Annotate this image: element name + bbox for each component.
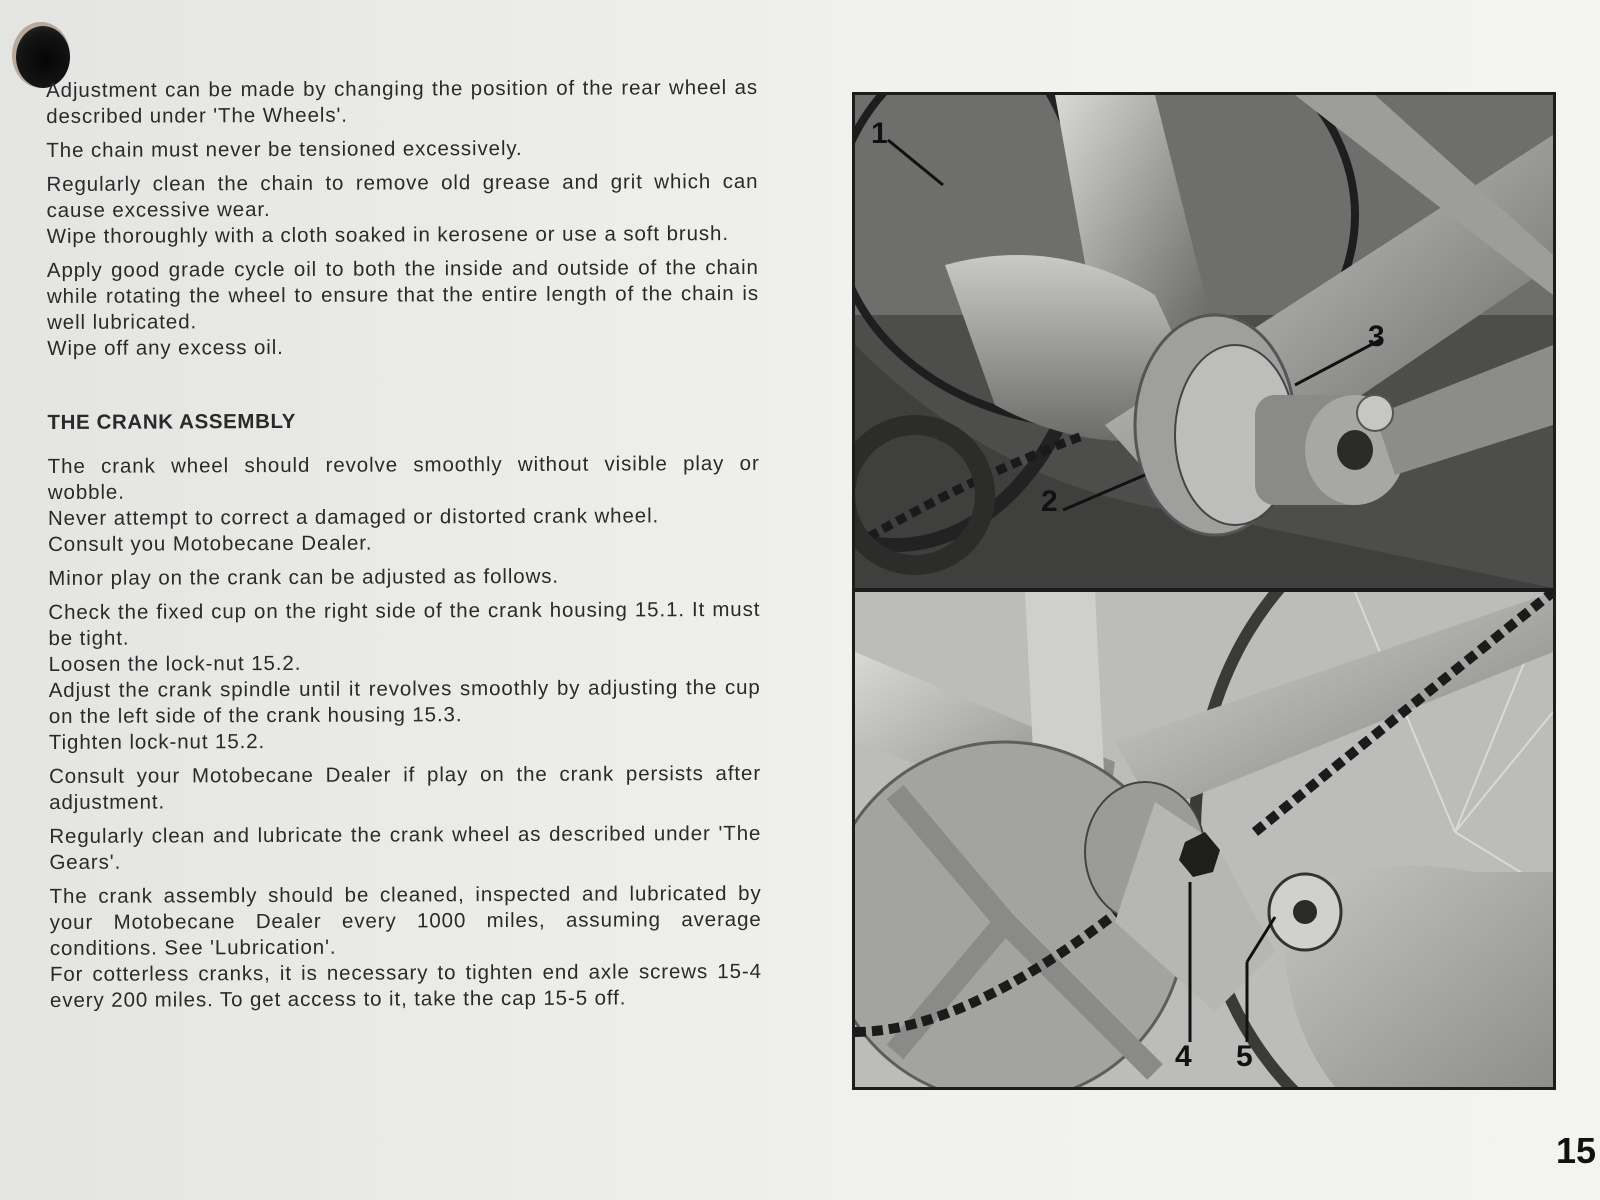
paragraph-play-persists: Consult your Motobecane Dealer if play on the crank persists after adjustment.	[48, 761, 762, 814]
paragraph-clean-crank-wheel: Regularly clean and lubricate the crank wheel as described under 'The Gears'.	[49, 821, 762, 874]
paragraph-never-correct: Never attempt to correct a damaged or distorted crank wheel.	[47, 504, 660, 530]
photo-cotterless-crank	[855, 592, 1553, 1087]
callout-5: 5	[1236, 1040, 1253, 1073]
paragraph-wheel-adjustment: Adjustment can be made by changing the position of the rear wheel as described under 'The Wheels'.	[46, 75, 759, 128]
paragraph-cotterless-cranks: For cotterless cranks, it is necessary to tighten end axle screws 15-4 every 200 miles. To get access to it, take the cap 15-5 off.	[49, 959, 762, 1012]
manual-text-column	[46, 75, 762, 1014]
paragraph-minor-play: Minor play on the crank can be adjusted as follows.	[48, 564, 560, 590]
section-heading: THE CRANK ASSEMBLY	[47, 409, 297, 434]
paragraph-wipe-excess: Wipe off any excess oil.	[47, 335, 284, 360]
crank-assembly-figure	[852, 92, 1556, 1090]
paragraph-wipe-chain: Wipe thoroughly with a cloth soaked in kerosene or use a soft brush.	[46, 222, 729, 248]
paragraph-chain-tension: The chain must never be tensioned excessively.	[46, 136, 523, 162]
callout-3: 3	[1368, 320, 1385, 353]
paragraph-adjust-spindle: Adjust the crank spindle until it revolves smoothly by adjusting the cup on the left side of the crank housing 15.3.	[48, 675, 761, 728]
paragraph-dealer-service: The crank assembly should be cleaned, inspected and lubricated by your Motobecane Dealer every 1000 miles, assuming average conditions. See 'Lubrication'.	[49, 881, 762, 960]
paragraph-tighten-locknut: Tighten lock-nut 15.2.	[48, 730, 266, 754]
page-number: 15	[1556, 1130, 1597, 1171]
callout-4: 4	[1175, 1040, 1192, 1073]
paragraph-crank-revolve: The crank wheel should revolve smoothly without visible play or wobble.	[47, 451, 760, 504]
paragraph-clean-chain: Regularly clean the chain to remove old grease and grit which can cause excessive wear.	[46, 169, 759, 222]
callout-1: 1	[871, 117, 888, 150]
paragraph-check-fixed-cup: Check the fixed cup on the right side of the crank housing 15.1. It must be tight.	[48, 597, 761, 650]
paragraph-loosen-locknut: Loosen the lock-nut 15.2.	[48, 651, 302, 676]
paragraph-apply-oil: Apply good grade cycle oil to both the inside and outside of the chain while rotating the wheel to ensure that the entire length of the chain is well lubricated.	[46, 255, 759, 334]
paragraph-consult-dealer: Consult you Motobecane Dealer.	[47, 531, 373, 556]
callout-2: 2	[1041, 485, 1058, 518]
photo-bottom-bracket-closeup	[855, 95, 1553, 588]
